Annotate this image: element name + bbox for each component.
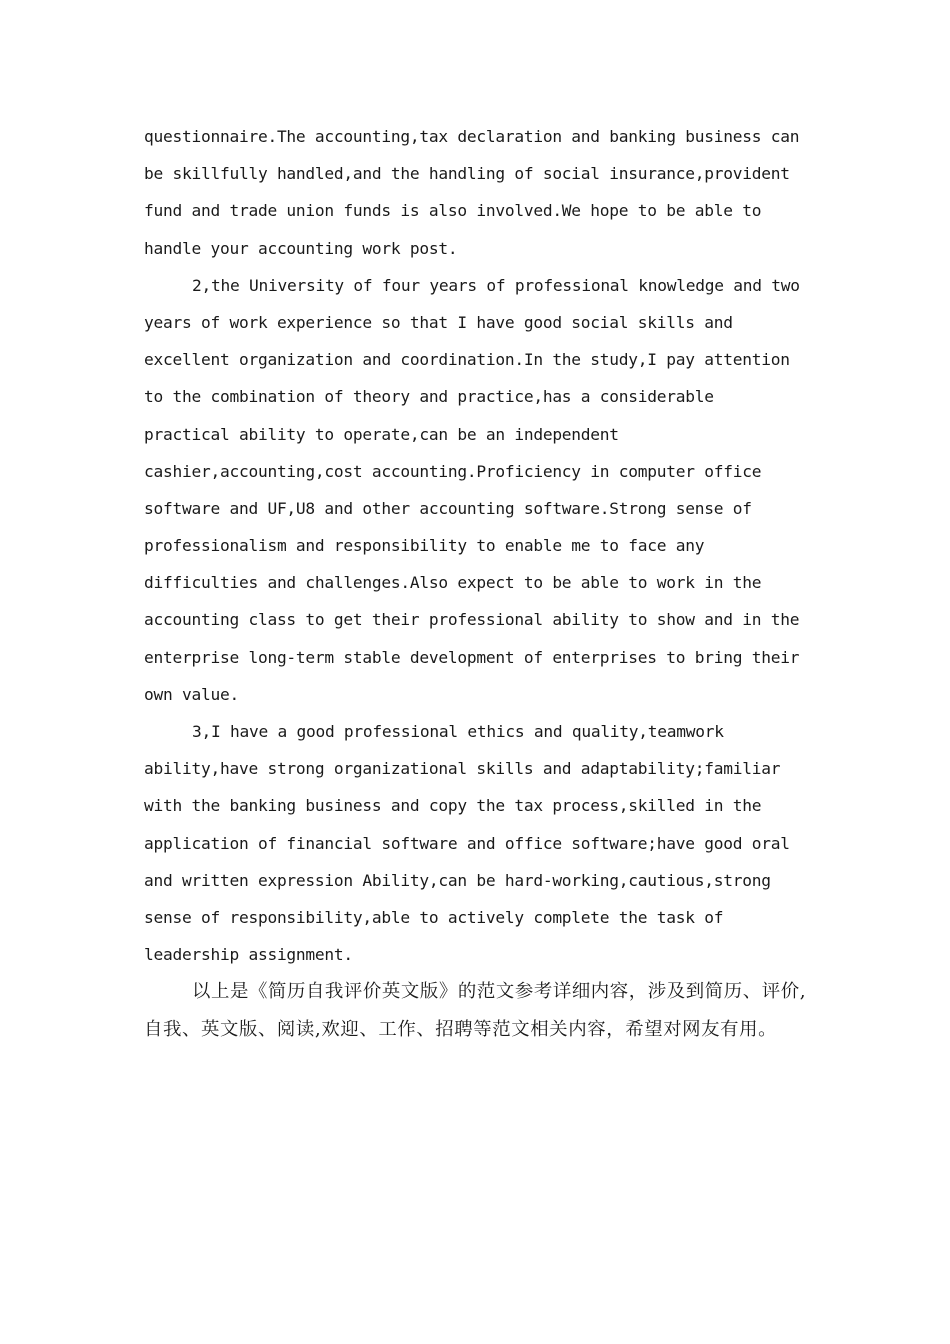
text-line: difficulties and challenges.Also expect to be able to work in the bbox=[144, 573, 762, 593]
text-line: handle your accounting work post. bbox=[144, 238, 458, 258]
text-line: questionnaire.The accounting,tax declaration and banking business can bbox=[144, 127, 800, 146]
text-line: be skillfully handled,and the handling of social insurance,provident bbox=[144, 164, 790, 184]
text-line: software and UF,U8 and other accounting software.Strong sense of bbox=[144, 498, 752, 518]
text-line: and written expression Ability,can be hard-working,cautious,strong bbox=[144, 870, 771, 890]
text-line: to the combination of theory and practice,has a considerable bbox=[144, 387, 714, 407]
chinese-summary-line: 自我、英文版、阅读,欢迎、工作、招聘等范文相关内容，希望对网友有用。 bbox=[144, 1018, 778, 1040]
text-line: practical ability to operate,can be an independent bbox=[144, 424, 619, 444]
chinese-summary-first-line: 以上是《简历自我评价英文版》的范文参考详细内容，涉及到简历、评价, bbox=[192, 981, 807, 1003]
text-line: with the banking business and copy the tax process,skilled in the bbox=[144, 796, 762, 816]
text-line: application of financial software and office software;have good oral bbox=[144, 833, 790, 853]
text-line: years of work experience so that I have good social skills and bbox=[144, 312, 733, 332]
text-line: excellent organization and coordination.In the study,I pay attention bbox=[144, 350, 790, 370]
paragraph-3-first-line: 3,I have a good professional ethics and quality,teamwork bbox=[192, 722, 724, 741]
text-line: fund and trade union funds is also involved.We hope to be able to bbox=[144, 201, 762, 221]
text-line: accounting class to get their professional ability to show and in the bbox=[144, 610, 800, 630]
text-line: leadership assignment. bbox=[144, 945, 353, 965]
document-body bbox=[144, 118, 810, 1048]
text-line: ability,have strong organizational skills and adaptability;familiar bbox=[144, 759, 781, 779]
paragraph-2-first-line: 2,the University of four years of professional knowledge and two bbox=[192, 275, 800, 295]
text-line: professionalism and responsibility to enable me to face any bbox=[144, 536, 705, 556]
text-line: sense of responsibility,able to actively complete the task of bbox=[144, 907, 724, 927]
text-line: own value. bbox=[144, 684, 239, 704]
text-line: enterprise long-term stable development of enterprises to bring their bbox=[144, 647, 800, 667]
text-line: cashier,accounting,cost accounting.Proficiency in computer office bbox=[144, 461, 762, 481]
